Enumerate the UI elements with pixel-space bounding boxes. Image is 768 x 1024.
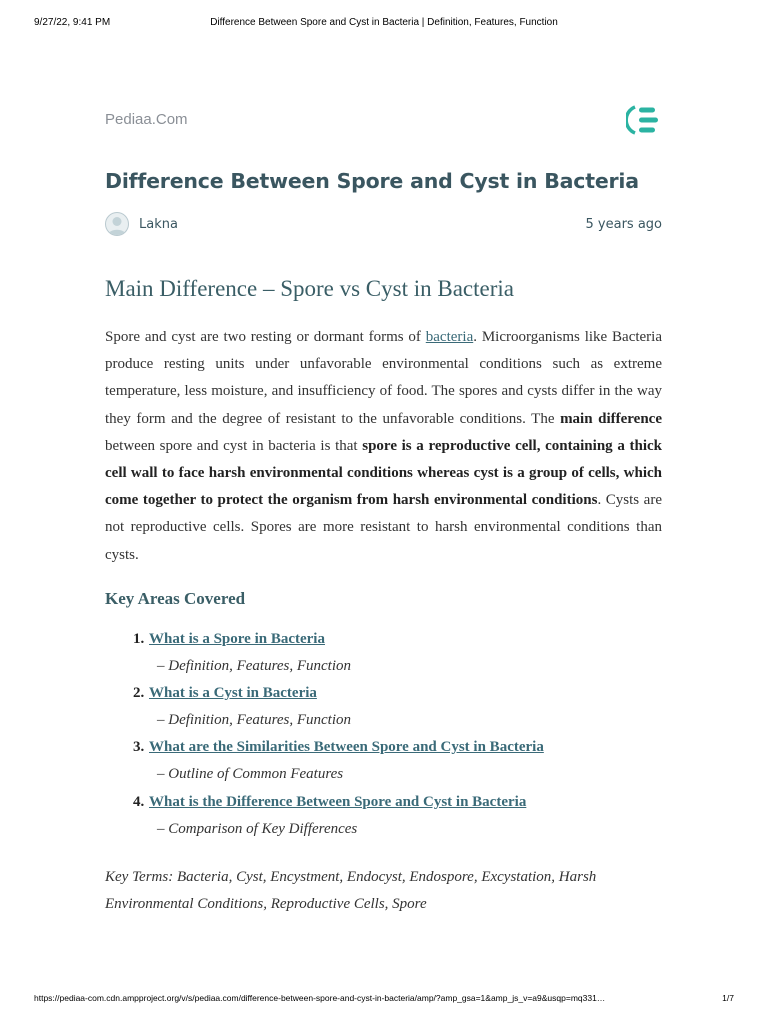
toc-subtitle: – Comparison of Key Differences xyxy=(157,820,358,837)
toc-number: 3. xyxy=(133,739,145,756)
toc-item xyxy=(105,794,662,848)
main-difference-bold: main difference xyxy=(560,410,662,427)
toc-item xyxy=(105,739,662,793)
intro-text-4: . Cysts are not reproductive cells. Spores are more resistant to harsh environmental conditions than cysts. xyxy=(105,492,662,563)
intro-text-1: Spore and cyst are two resting or dormant forms of xyxy=(105,329,426,345)
print-page-title: Difference Between Spore and Cyst in Bacteria | Definition, Features, Function xyxy=(210,17,558,28)
avatar xyxy=(105,212,129,236)
user-icon xyxy=(106,213,128,235)
toc-subtitle: – Definition, Features, Function xyxy=(157,658,351,674)
toc-item xyxy=(105,631,662,685)
toc-number: 4. xyxy=(133,793,145,810)
page-number: 1/7 xyxy=(722,993,734,1003)
toc-number: 1. xyxy=(133,631,145,647)
print-header xyxy=(34,17,734,33)
print-datetime: 9/27/22, 9:41 PM xyxy=(34,17,111,28)
table-of-contents xyxy=(105,631,662,848)
menu-icon xyxy=(626,104,662,136)
print-url: https://pediaa-com.cdn.ampproject.org/v/s/pediaa.com/difference-between-spore-and-cyst-in-bacteria/amp/?amp_gsa=1&amp_js_v=a9&usqp=mq331… xyxy=(34,993,606,1003)
bacteria-link[interactable]: bacteria xyxy=(425,329,474,345)
toc-link-spore[interactable]: What is a Spore in Bacteria xyxy=(149,631,325,647)
article-title: Difference Between Spore and Cyst in Bacteria xyxy=(105,169,639,193)
toc-subtitle: – Outline of Common Features xyxy=(157,766,344,783)
article-meta xyxy=(105,211,662,239)
menu-button[interactable] xyxy=(626,104,662,136)
site-logo[interactable]: Pediaa.Com xyxy=(105,111,188,128)
toc-link-cyst[interactable]: What is a Cyst in Bacteria xyxy=(149,685,317,702)
key-areas-heading: Key Areas Covered xyxy=(105,589,246,608)
toc-link-similarities[interactable]: What are the Similarities Between Spore and Cyst in Bacteria xyxy=(149,739,544,756)
main-difference-heading: Main Difference – Spore vs Cyst in Bacteria xyxy=(105,276,514,301)
toc-subtitle: – Definition, Features, Function xyxy=(157,712,351,729)
key-terms: Key Terms: Bacteria, Cyst, Encystment, Endocyst, Endospore, Excystation, Harsh Environmental Conditions, Reproductive Cells, Spore xyxy=(105,869,597,912)
difference-statement: spore is a reproductive cell, containing a thick cell wall to face harsh environmental conditions whereas cyst is a group of cells, which come together to protect the organism from harsh environmental conditions xyxy=(105,437,662,509)
intro-text-3: between spore and cyst in bacteria is that xyxy=(105,437,363,454)
toc-link-difference[interactable]: What is the Difference Between Spore and Cyst in Bacteria xyxy=(149,793,527,810)
publish-time: 5 years ago xyxy=(585,217,662,232)
print-footer xyxy=(34,993,734,1009)
toc-number: 2. xyxy=(133,685,145,702)
author-link[interactable]: Lakna xyxy=(139,217,178,232)
intro-paragraph xyxy=(105,324,662,569)
intro-text-2: . Microorganisms like Bacteria produce resting units under unfavorable environmental conditions such as extreme temperature, less moisture, and insufficiency of food. The spores and cysts differ in the way they form and the degree of resistant to the unfavorable conditions. The xyxy=(105,329,662,427)
site-header xyxy=(105,102,662,138)
toc-item xyxy=(105,685,662,739)
